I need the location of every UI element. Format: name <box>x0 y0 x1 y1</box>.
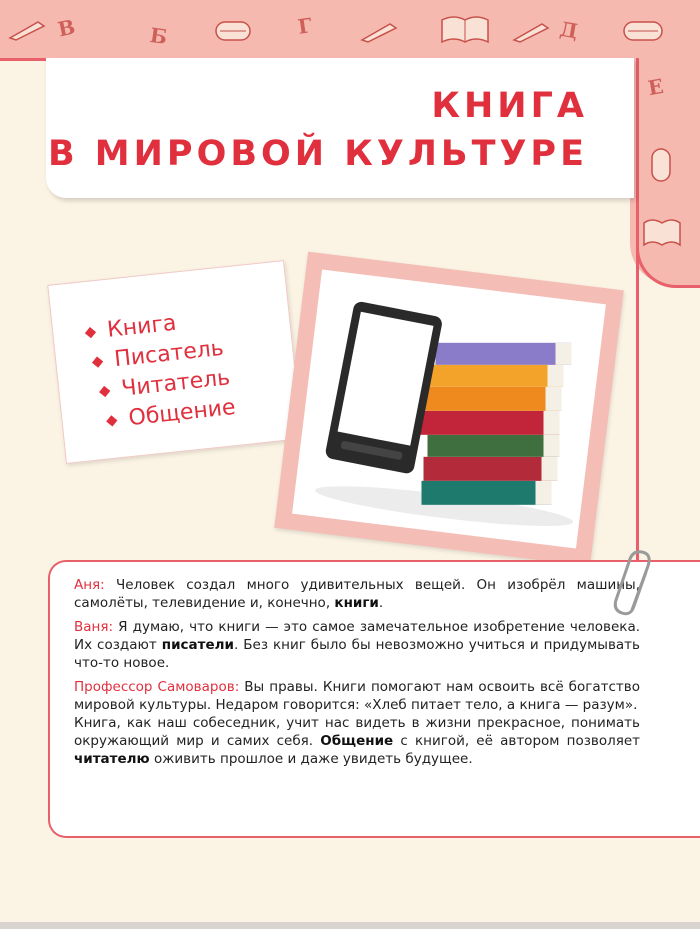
dialogue-text-part: Я думаю, что книги — это самое замечательное изобретение человека. Их создают <box>74 619 641 653</box>
top-decorative-band <box>0 0 700 60</box>
diamond-bullet-icon <box>92 356 103 367</box>
letter-tile-icon: Д <box>558 16 580 44</box>
scroll-icon <box>644 145 684 185</box>
letter-tile-icon: Б <box>148 22 169 50</box>
dialogue-line-anya <box>74 576 640 612</box>
dialogue-text-part: Вы правы. Книги помогают нам освоить всё богатство мировой культуры. Недаром говорится: «Хлеб питает тело, а книга — разум». <box>74 679 640 713</box>
title-line-2: В МИРОВОЙ КУЛЬТУРЕ <box>47 134 588 174</box>
books-and-ereader-image <box>292 269 606 548</box>
dialogue-text-part: с книгой, её автором позволяет <box>400 733 641 749</box>
dialogue-text-part: Книга, как наш собеседник, учит нас видеть в жизни прекрасное, понимать окружающий мир и самих себя. <box>74 715 640 749</box>
keyword-label: Писатель <box>113 335 225 373</box>
bold-term: читателю <box>74 751 150 767</box>
dialogue-text-part: . <box>378 595 384 611</box>
dialogue-line-professor-continued <box>74 714 640 768</box>
bold-term: писатели <box>161 637 234 653</box>
pen-icon <box>8 18 48 42</box>
dialogue-text-part: . Без книг было бы невозможно учиться и придумывать что-то новое. <box>74 637 640 671</box>
e-reader <box>324 300 443 474</box>
letter-tile-icon: Г <box>296 13 314 39</box>
dialogue-text-part: Человек создал много удивительных вещей. Он изобрёл машины, самолёты, телевидение и, конечно, <box>74 577 640 611</box>
title-line-1: КНИГА <box>431 86 588 126</box>
diamond-bullet-icon <box>99 386 110 397</box>
diamond-bullet-icon <box>85 327 96 338</box>
book-icon <box>438 12 492 48</box>
keyword-label: Книга <box>106 310 178 343</box>
letter-tile-icon: В <box>55 14 78 42</box>
scroll-icon <box>210 14 256 48</box>
scroll-icon <box>618 14 668 48</box>
books-photo <box>292 269 606 548</box>
diamond-bullet-icon <box>106 415 117 426</box>
speaker-name: Ваня: <box>74 619 114 635</box>
keyword-card <box>47 260 303 464</box>
page-title <box>48 82 588 178</box>
photo-frame <box>274 252 624 567</box>
paperclip-icon <box>608 548 652 618</box>
pen-icon <box>360 20 400 44</box>
dialogue-line-professor <box>74 678 640 714</box>
keyword-label: Читатель <box>120 365 232 402</box>
keyword-label: Общение <box>127 394 237 432</box>
speaker-name: Профессор Самоваров: <box>74 679 240 695</box>
dialogue-text-part: оживить прошлое и даже увидеть будущее. <box>153 751 473 767</box>
bold-term: Общение <box>320 733 394 749</box>
book-stack <box>420 343 572 505</box>
dialogue-card <box>48 560 700 838</box>
dialogue-text <box>74 576 640 774</box>
speaker-name: Аня: <box>74 577 105 593</box>
keyword-list <box>48 261 299 441</box>
letter-tile-icon: Е <box>646 73 666 101</box>
title-card <box>46 58 634 198</box>
pen-icon <box>512 20 552 44</box>
bottom-strip <box>0 922 700 929</box>
dialogue-line-vanya <box>74 618 640 672</box>
bold-term: книги <box>334 595 379 611</box>
